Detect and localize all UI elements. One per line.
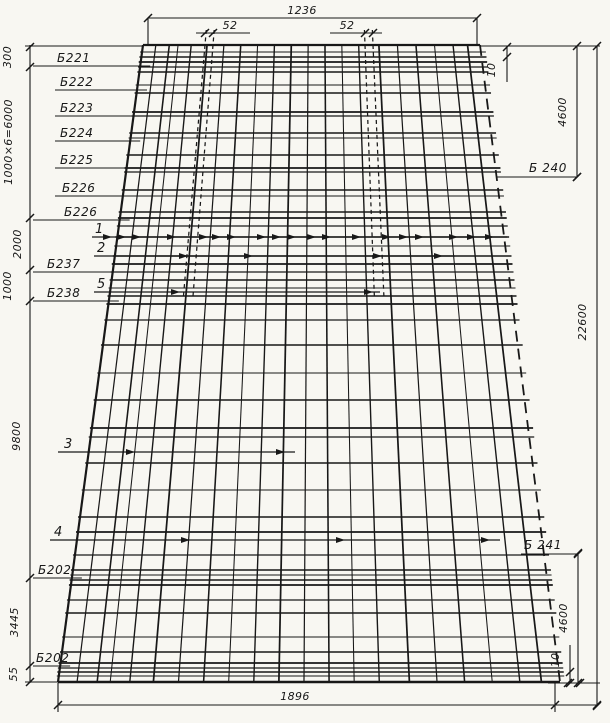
position-arrow — [171, 289, 180, 295]
mesh-label: Б222 — [60, 75, 94, 89]
dim-text-left: 300 — [1, 45, 14, 69]
mesh-label: Б226 — [64, 205, 98, 219]
position-arrow — [103, 234, 112, 240]
grid-vertical-bar — [229, 45, 258, 682]
dim-text-left: 9800 — [10, 421, 23, 451]
grid-vertical-bar — [153, 45, 207, 682]
mesh-joint-dashed-line — [183, 30, 206, 298]
position-arrow — [167, 234, 176, 240]
grid-vertical-bar — [379, 45, 410, 682]
mesh-label: Б238 — [47, 286, 81, 300]
position-arrow — [336, 537, 345, 543]
grid-vertical-bar — [359, 45, 380, 682]
dim-text-right: 10 — [485, 62, 498, 78]
position-arrow — [373, 253, 382, 259]
grid-vertical-bar — [468, 45, 542, 682]
dim-text-52: 52 — [222, 19, 238, 32]
mesh-label: Б226 — [62, 181, 96, 195]
position-number: 2 — [97, 241, 106, 256]
mesh-label: Б202 — [36, 651, 70, 665]
position-arrow — [364, 289, 373, 295]
grid-vertical-bar — [416, 45, 465, 682]
dim-text-top: 1236 — [287, 4, 317, 17]
mesh-joint-dashed-line — [193, 30, 214, 298]
grid-vertical-bar — [342, 45, 354, 682]
dim-text-52: 52 — [339, 19, 355, 32]
dim-text-bottom: 1896 — [280, 690, 310, 703]
mesh-label: Б225 — [60, 153, 94, 167]
position-number: 1 — [95, 222, 104, 237]
dim-text-right: 4600 — [556, 97, 569, 127]
grid-vertical-bar — [178, 45, 223, 682]
position-arrow — [117, 234, 126, 240]
dim-text-right: 22600 — [576, 303, 589, 341]
grid-vertical-bar — [397, 45, 437, 682]
position-arrow — [399, 234, 408, 240]
mesh-label: Б221 — [57, 51, 91, 65]
position-arrow — [449, 234, 458, 240]
dim-text-left: 2000 — [11, 229, 24, 259]
plate-right-edge-dashed — [480, 45, 560, 682]
mesh-label: Б 241 — [524, 538, 562, 552]
position-arrow — [272, 234, 281, 240]
position-arrow — [467, 234, 476, 240]
position-arrow — [287, 234, 296, 240]
dim-text-left: 3445 — [8, 607, 21, 637]
grid-vertical-bar — [304, 45, 308, 682]
mesh-label: Б202 — [38, 563, 72, 577]
dim-text-right: 4600 — [557, 603, 570, 633]
position-arrow — [257, 234, 266, 240]
dim-text-left: 1000 — [1, 271, 14, 301]
grid-vertical-bar — [325, 45, 329, 682]
position-arrow — [352, 234, 361, 240]
mesh-label: Б237 — [47, 257, 81, 271]
position-arrow — [481, 537, 490, 543]
position-arrow — [415, 234, 424, 240]
mesh-label: Б 240 — [529, 161, 567, 175]
mesh-label: Б224 — [60, 126, 94, 140]
position-arrow — [307, 234, 316, 240]
position-arrow — [227, 234, 236, 240]
position-number: 5 — [97, 277, 106, 292]
position-arrow — [126, 449, 135, 455]
position-number: 4 — [54, 525, 63, 540]
grid-vertical-bar — [204, 45, 241, 682]
position-arrow — [132, 234, 141, 240]
position-arrow — [382, 234, 391, 240]
dim-text-left: 55 — [7, 666, 20, 682]
position-arrow — [434, 253, 443, 259]
dim-text-left: 1000×6=6000 — [2, 99, 15, 185]
dim-text-right: 10 — [549, 652, 562, 668]
position-number: 3 — [64, 437, 73, 452]
position-arrow — [199, 234, 208, 240]
mesh-label: Б223 — [60, 101, 94, 115]
grid-vertical-bar — [279, 45, 291, 682]
position-arrow — [212, 234, 221, 240]
grid-vertical-bar — [254, 45, 275, 682]
